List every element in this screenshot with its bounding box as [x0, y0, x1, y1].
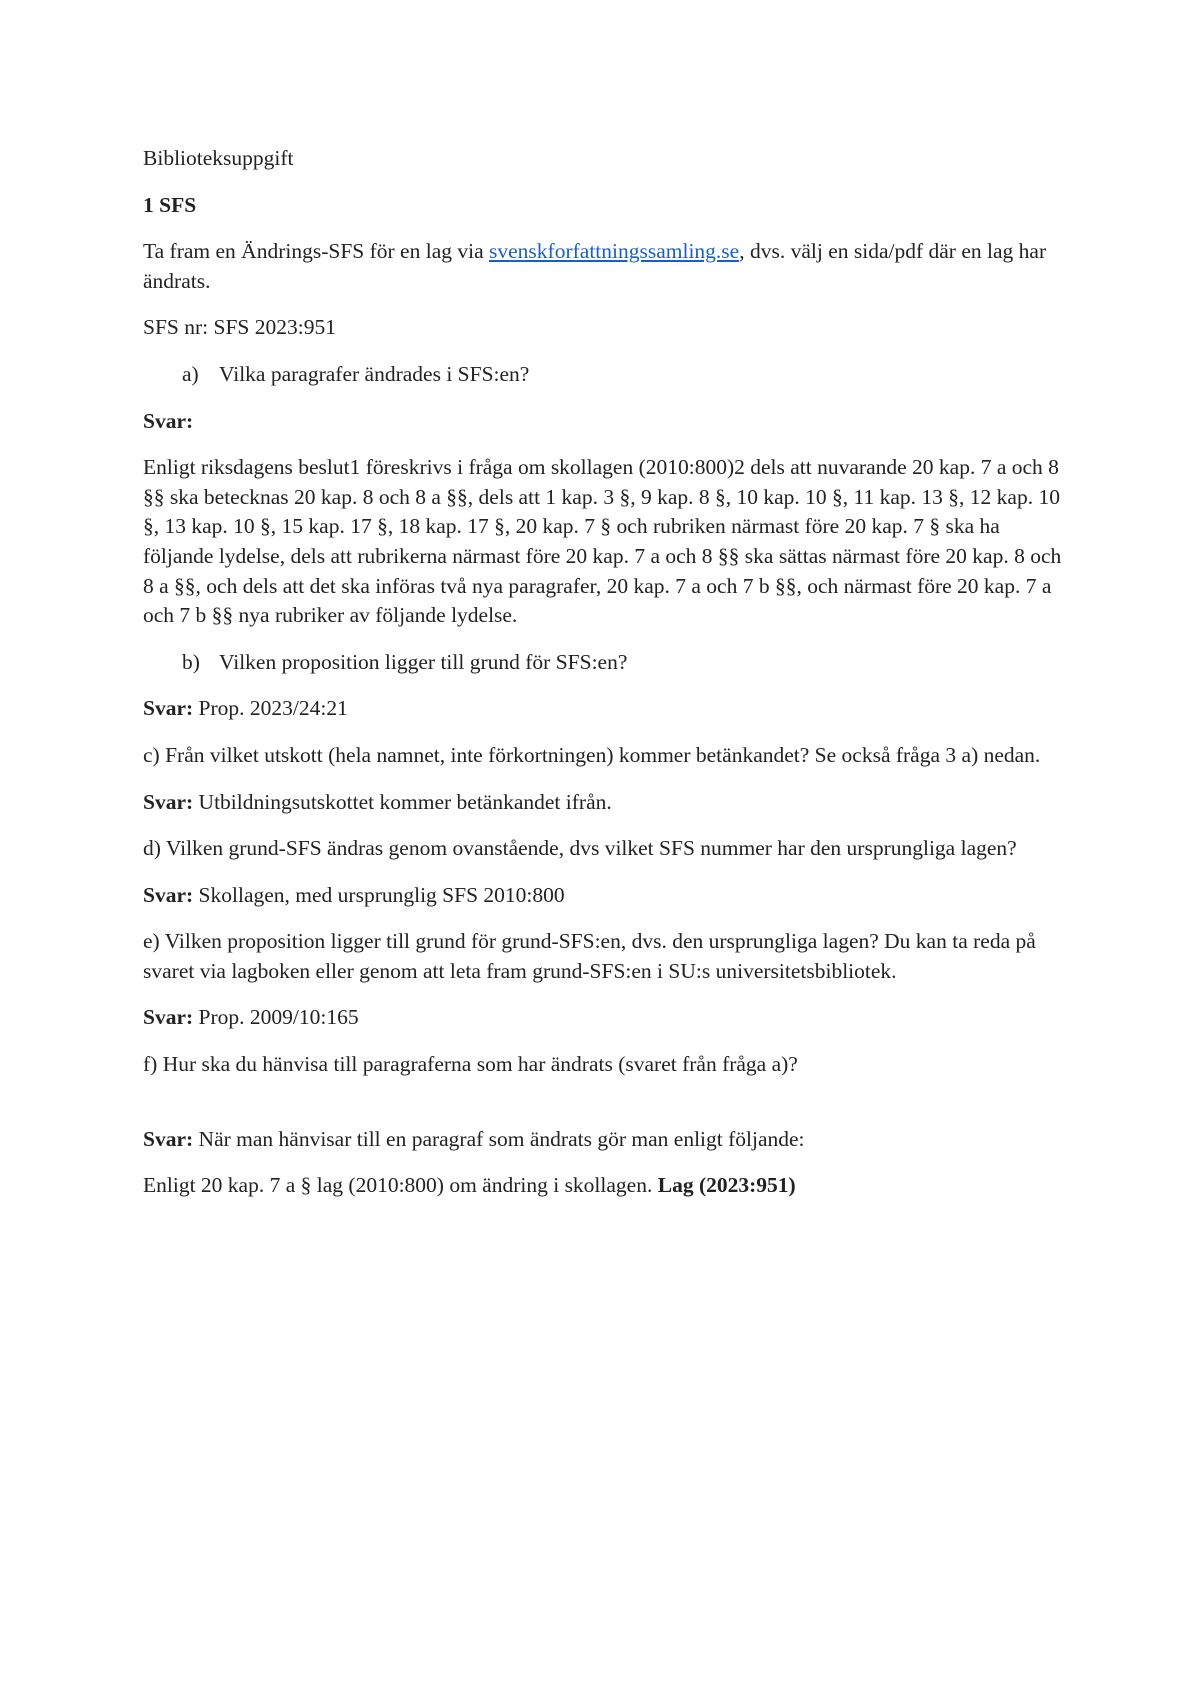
- reference-example: [143, 1171, 1073, 1201]
- intro-text-pre: Ta fram en Ändrings-SFS för en lag via: [143, 239, 490, 264]
- intro-paragraph: [143, 237, 1073, 296]
- question-f: f) Hur ska du hänvisa till paragraferna som har ändrats (svaret från fråga a)?: [143, 1052, 798, 1077]
- answer-d-text: Skollagen, med ursprunglig SFS 2010:800: [193, 882, 565, 907]
- answer-c-text: Utbildningsutskottet kommer betänkandet ifrån.: [193, 789, 612, 814]
- doc-title: Biblioteksuppgift: [143, 146, 294, 170]
- answer-b: [143, 694, 1073, 724]
- sfs-number: SFS nr: SFS 2023:951: [143, 315, 336, 340]
- answer-a-text: Enligt riksdagens beslut1 föreskrivs i fråga om skollagen (2010:800)2 dels att nuvarande 20 kap. 7 a och 8 §§ ska betecknas 20 kap. 8 och 8 a §§, dels att 1 kap. 3 §, 9 kap. 8 §, 10 kap. 10 §, 11 kap. 13 §, 12 kap. 10 §, 13 kap. 10 §, 15 kap. 17 §, 18 kap. 17 §, 20 kap. 7 § och rubriken närmast före 20 kap. 7 § ska ha följande lydelse, dels att rubrikerna närmast före 20 kap. 7 a och 8 §§ ska sättas närmast före 20 kap. 8 och 8 a §§, och dels att det ska införas två nya paragrafer, 20 kap. 7 a och 7 b §§, och närmast före 20 kap. 7 a och 7 b §§ nya rubriker av följande lydelse.: [143, 455, 1062, 628]
- question-e: e) Vilken proposition ligger till grund för grund-SFS:en, dvs. den ursprungliga lagen? Du kan ta reda på svaret via lagboken eller genom att leta fram grund-SFS:en i SU:s universitetsbibliotek.: [143, 929, 1036, 983]
- answer-f-label: Svar:: [143, 1126, 194, 1151]
- question-b-text: Vilken proposition ligger till grund för SFS:en?: [219, 649, 628, 674]
- question-a-marker: a): [182, 361, 199, 386]
- question-c: c) Från vilket utskott (hela namnet, inte förkortningen) kommer betänkandet? Se också fråga 3 a) nedan.: [143, 742, 1041, 767]
- reference-law: Lag (2023:951): [657, 1173, 796, 1198]
- question-b: [182, 648, 1073, 678]
- question-b-marker: b): [182, 649, 200, 674]
- answer-a-label: Svar:: [143, 408, 194, 433]
- answer-d-label: Svar:: [143, 882, 194, 907]
- question-a: [182, 360, 1073, 390]
- question-a-text: Vilka paragrafer ändrades i SFS:en?: [219, 361, 530, 386]
- answer-f: [143, 1125, 1073, 1155]
- section-heading: 1 SFS: [143, 192, 197, 217]
- sfs-website-link[interactable]: svenskforfattningssamling.se: [489, 239, 740, 264]
- intro-text-post: , dvs. välj en sida/pdf där en lag har ändrats.: [143, 239, 1047, 293]
- answer-c: [143, 788, 1073, 818]
- answer-e-label: Svar:: [143, 1005, 194, 1030]
- answer-e-text: Prop. 2009/10:165: [193, 1005, 359, 1030]
- answer-c-label: Svar:: [143, 789, 194, 814]
- answer-e: [143, 1003, 1073, 1033]
- document-page: [143, 144, 1073, 1218]
- answer-b-label: Svar:: [143, 696, 194, 721]
- answer-d: [143, 881, 1073, 911]
- answer-b-text: Prop. 2023/24:21: [193, 696, 348, 721]
- question-d: d) Vilken grund-SFS ändras genom ovanstående, dvs vilket SFS nummer har den ursprungliga lagen?: [143, 836, 1017, 861]
- reference-text: Enligt 20 kap. 7 a § lag (2010:800) om ändring i skollagen.: [143, 1173, 658, 1198]
- answer-f-text: När man hänvisar till en paragraf som ändrats gör man enligt följande:: [193, 1126, 805, 1151]
